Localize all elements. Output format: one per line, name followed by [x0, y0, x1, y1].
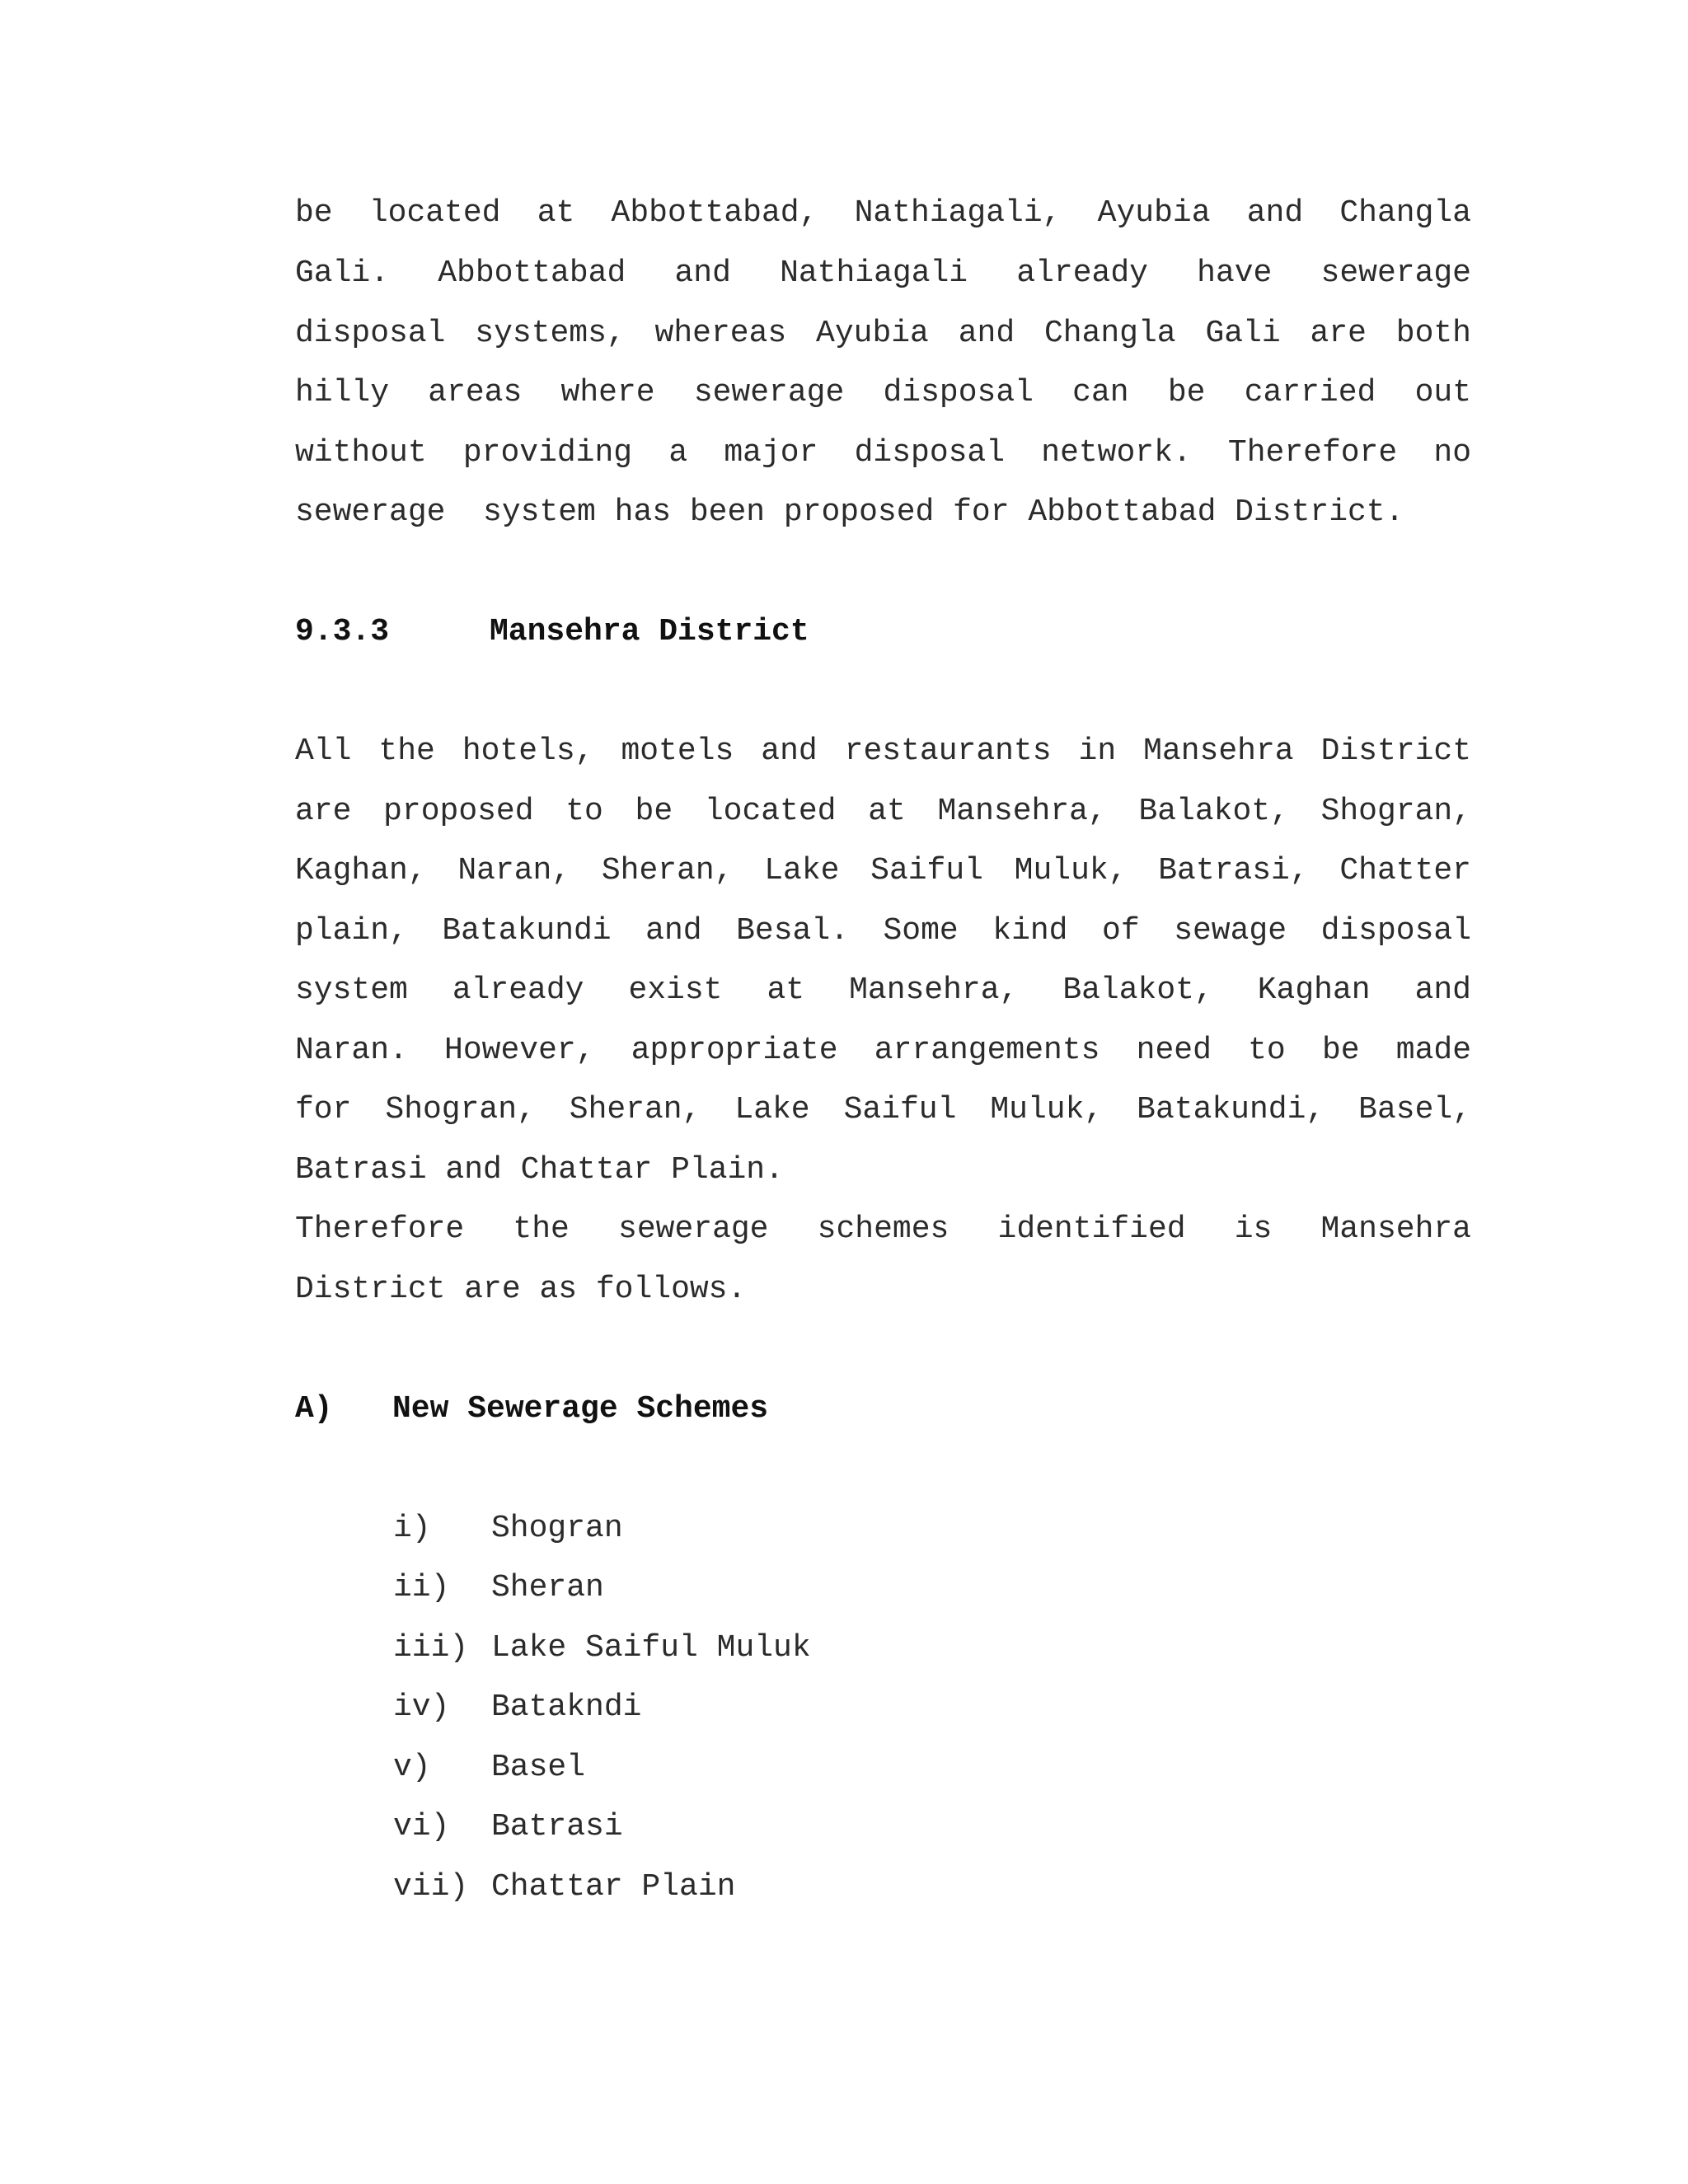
- paragraph-line: Naran. However, appropriate arrangements need to be made: [295, 1033, 1471, 1068]
- paragraph-line: plain, Batakundi and Besal. Some kind of sewage disposal: [295, 913, 1471, 949]
- list-item-text: Lake Saiful Muluk: [491, 1630, 811, 1666]
- section-number: 9.3.3: [295, 614, 390, 649]
- paragraph-line: system already exist at Mansehra, Balakot, Kaghan and: [295, 972, 1471, 1008]
- paragraph-line: for Shogran, Sheran, Lake Saiful Muluk, Batakundi, Basel,: [295, 1092, 1471, 1127]
- paragraph-line: Therefore the sewerage schemes identified is Mansehra: [295, 1212, 1471, 1247]
- list-item-text: Shogran: [491, 1511, 623, 1546]
- list-item-number: vi): [393, 1809, 450, 1844]
- list-item-text: Batrasi: [491, 1809, 623, 1844]
- list-item-text: Batakndi: [491, 1690, 642, 1725]
- paragraph-line: All the hotels, motels and restaurants in Mansehra District: [295, 733, 1471, 769]
- list-item-text: Sheran: [491, 1570, 604, 1605]
- list-item-number: iii): [393, 1630, 469, 1666]
- list-item-text: Chattar Plain: [491, 1869, 736, 1905]
- list-item-text: Basel: [491, 1750, 586, 1785]
- subsection-letter: A): [295, 1391, 333, 1427]
- paragraph-line: Batrasi and Chattar Plain.: [295, 1152, 784, 1188]
- subsection-title: New Sewerage Schemes: [392, 1391, 769, 1427]
- list-item-number: v): [393, 1750, 431, 1785]
- list-item-number: ii): [393, 1570, 450, 1605]
- paragraph-line: Gali. Abbottabad and Nathiagali already have sewerage: [295, 255, 1471, 291]
- paragraph-line: disposal systems, whereas Ayubia and Changla Gali are both: [295, 316, 1471, 351]
- paragraph-line: be located at Abbottabad, Nathiagali, Ayubia and Changla: [295, 195, 1471, 231]
- paragraph-line: District are as follows.: [295, 1272, 747, 1307]
- list-item-number: i): [393, 1511, 431, 1546]
- paragraph-line: without providing a major disposal network. Therefore no: [295, 435, 1471, 471]
- list-item-number: vii): [393, 1869, 469, 1905]
- paragraph-line: sewerage system has been proposed for Abbottabad District.: [295, 494, 1404, 530]
- paragraph-line: are proposed to be located at Mansehra, Balakot, Shogran,: [295, 794, 1471, 829]
- list-item-number: iv): [393, 1690, 450, 1725]
- paragraph-line: hilly areas where sewerage disposal can be carried out: [295, 375, 1471, 410]
- paragraph-line: Kaghan, Naran, Sheran, Lake Saiful Muluk, Batrasi, Chatter: [295, 853, 1471, 888]
- section-title: Mansehra District: [490, 614, 809, 649]
